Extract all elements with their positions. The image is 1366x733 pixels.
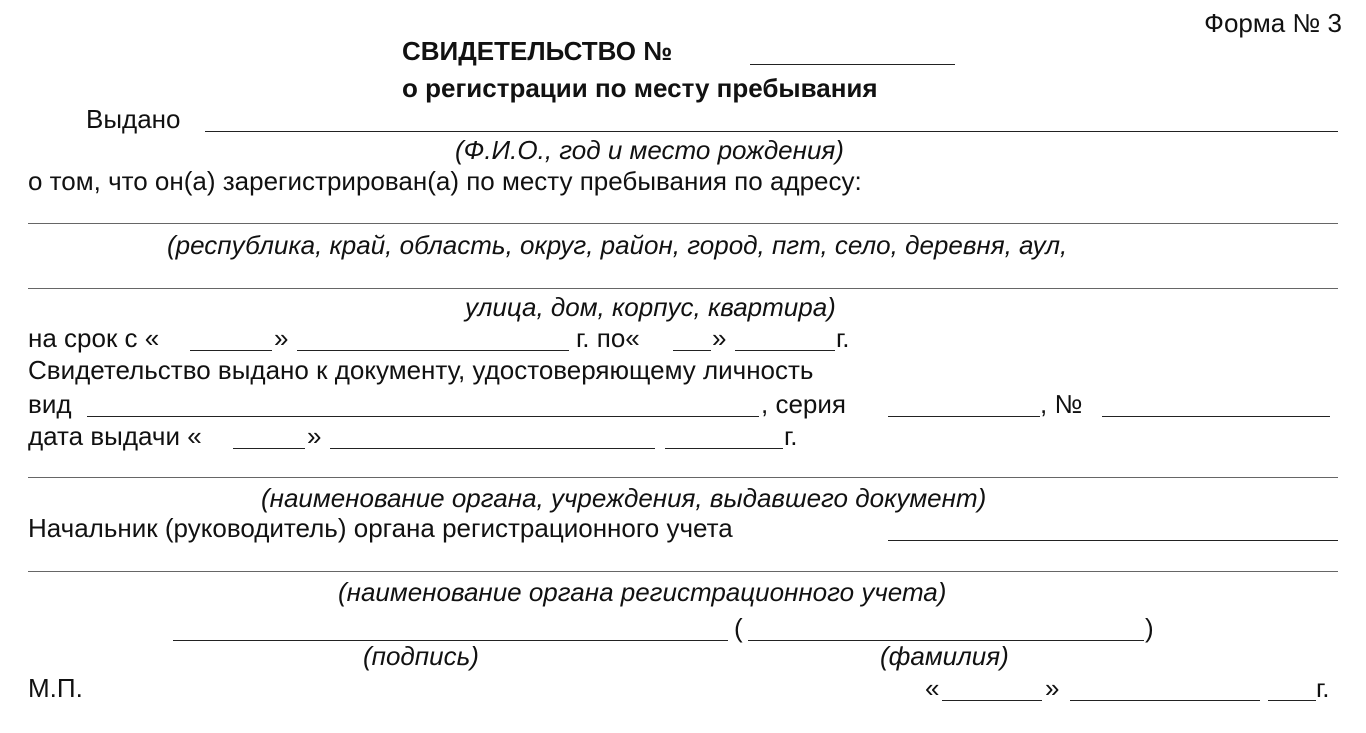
footer-quote-close: » [1045, 673, 1060, 703]
footer-year: г. [1316, 673, 1330, 703]
issue-date-year: г. [784, 421, 798, 451]
term-prefix: на срок с « [28, 323, 160, 353]
footer-day-line[interactable] [942, 700, 1042, 701]
surname-hint: (фамилия) [880, 641, 1009, 671]
head-name-line[interactable] [888, 540, 1338, 541]
address-line-2[interactable] [28, 288, 1338, 289]
head-text: Начальник (руководитель) органа регистрационного учета [28, 513, 733, 543]
term-quote-close-2: » [712, 323, 727, 353]
form-number: Форма № 3 [1204, 8, 1342, 38]
document-title: СВИДЕТЕЛЬСТВО № [402, 36, 673, 66]
document-text: Свидетельство выдано к документу, удостоверяющему личность [28, 355, 814, 385]
footer-month-line[interactable] [1070, 700, 1260, 701]
issue-day-line[interactable] [233, 448, 305, 449]
doc-series-line[interactable] [888, 416, 1040, 417]
issuer-line[interactable] [28, 477, 1338, 478]
issued-label: Выдано [86, 104, 181, 134]
doc-series-label: , серия [761, 389, 846, 419]
term-to-day-line[interactable] [673, 350, 711, 351]
stamp-place: М.П. [28, 673, 83, 703]
doc-number-label: , № [1040, 389, 1083, 419]
issue-month-line[interactable] [330, 448, 655, 449]
certificate-number-line[interactable] [750, 64, 955, 65]
authority-line[interactable] [28, 571, 1338, 572]
doc-number-line[interactable] [1102, 416, 1330, 417]
surname-close-paren: ) [1145, 613, 1154, 643]
signature-hint: (подпись) [363, 641, 479, 671]
term-year-end: г. [836, 323, 850, 353]
issuer-hint: (наименование органа, учреждения, выдавшего документ) [261, 483, 987, 513]
footer-quote-open: « [925, 673, 940, 703]
surname-open-paren: ( [734, 613, 743, 643]
address-hint-1: (республика, край, область, округ, район, город, пгт, село, деревня, аул, [167, 230, 1068, 260]
term-from-day-line[interactable] [190, 350, 272, 351]
issue-date-prefix: дата выдачи « [28, 421, 202, 451]
address-line-1[interactable] [28, 223, 1338, 224]
doc-kind-label: вид [28, 389, 72, 419]
document-subtitle: о регистрации по месту пребывания [402, 73, 878, 103]
term-quote-close: » [274, 323, 289, 353]
issued-hint: (Ф.И.О., год и место рождения) [455, 135, 844, 165]
registered-text: о том, что он(а) зарегистрирован(а) по месту пребывания по адресу: [28, 166, 862, 196]
authority-hint: (наименование органа регистрационного учета) [338, 577, 947, 607]
issue-year-line[interactable] [665, 448, 783, 449]
issue-date-quote-close: » [307, 421, 322, 451]
footer-year-line[interactable] [1268, 700, 1316, 701]
doc-kind-line[interactable] [87, 416, 759, 417]
term-from-month-line[interactable] [297, 350, 569, 351]
issued-to-line[interactable] [205, 131, 1338, 132]
address-hint-2: улица, дом, корпус, квартира) [465, 292, 836, 322]
term-year-to: г. по« [576, 323, 640, 353]
term-to-year-line[interactable] [735, 350, 835, 351]
